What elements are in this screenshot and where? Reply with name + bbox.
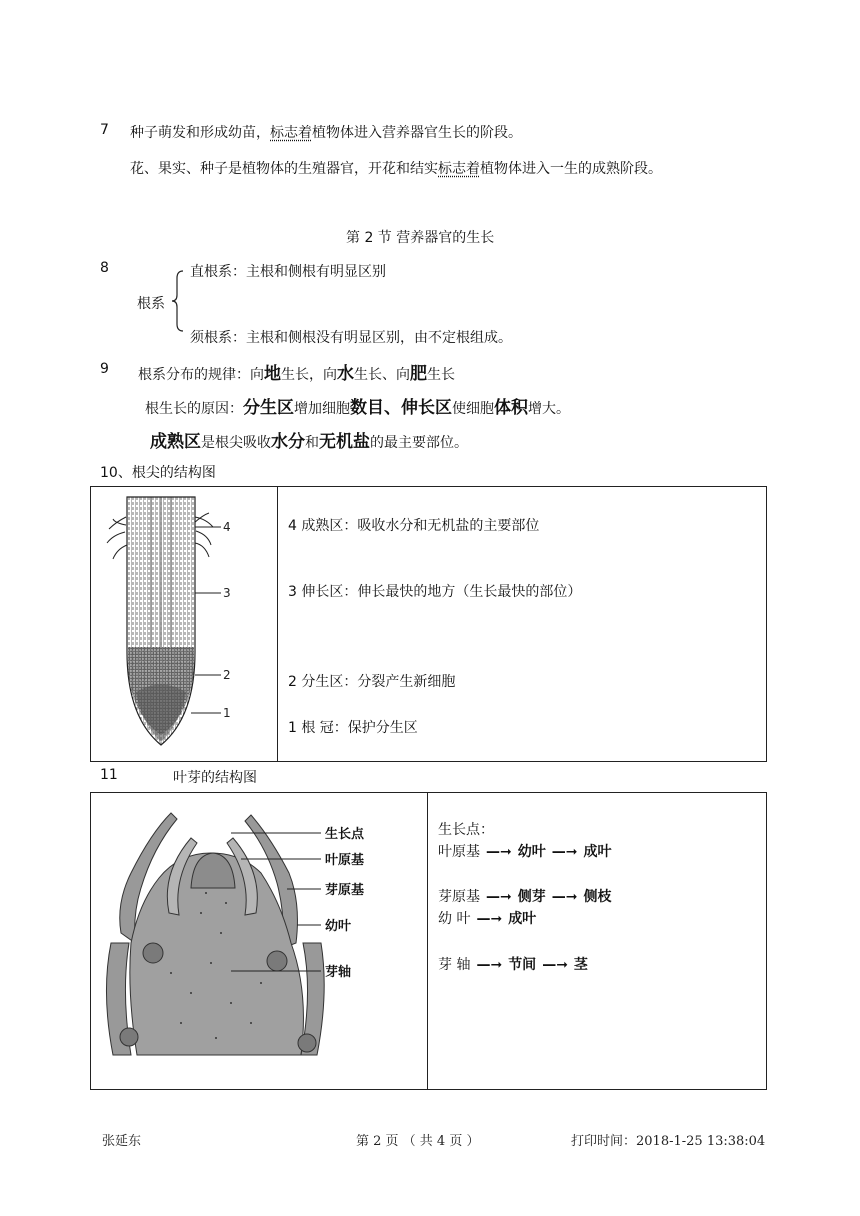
key-term: 水 bbox=[337, 364, 354, 384]
text-span: 种子萌发和形成幼苗， bbox=[130, 125, 270, 141]
leaf-bud-description-cell bbox=[428, 793, 767, 1090]
item-number: 8 bbox=[100, 260, 109, 276]
item-number: 11 bbox=[100, 767, 118, 783]
zone-description: 1 根 冠：保护分生区 bbox=[288, 720, 418, 736]
flow-step: 芽原基 bbox=[438, 889, 480, 905]
key-term: 分生区 bbox=[243, 398, 294, 418]
emphasis-text: 标志着 bbox=[270, 125, 312, 141]
flow-line bbox=[438, 886, 611, 906]
flow-step: 节间 bbox=[508, 957, 537, 973]
key-term: 伸长区 bbox=[401, 398, 452, 418]
flow-step: 幼 叶 bbox=[438, 911, 471, 927]
arrow-icon: —➞ bbox=[486, 844, 512, 860]
key-term: 无机盐 bbox=[319, 432, 370, 452]
text-span: 使细胞 bbox=[452, 401, 494, 417]
paragraph-line bbox=[130, 122, 522, 142]
arrow-icon: —➞ bbox=[486, 889, 512, 905]
root-tip-table bbox=[90, 486, 767, 762]
text-span: 生长 bbox=[427, 367, 455, 383]
diagram-label: 芽轴 bbox=[325, 965, 352, 980]
item-number: 9 bbox=[100, 361, 109, 377]
arrow-icon: —➞ bbox=[542, 957, 568, 973]
text-span: 生长，向 bbox=[281, 367, 337, 383]
flow-step: 成叶 bbox=[508, 911, 537, 927]
root-tip-diagram bbox=[91, 487, 277, 757]
flow-step: 茎 bbox=[573, 957, 588, 973]
diagram-label: 1 bbox=[223, 706, 231, 720]
zone-description: 2 分生区：分裂产生新细胞 bbox=[288, 674, 456, 690]
key-term: 地 bbox=[264, 364, 281, 384]
section-title: 第 2 节 营养器官的生长 bbox=[346, 230, 495, 246]
root-distribution-rule bbox=[138, 359, 455, 384]
zone-description: 4 成熟区：吸收水分和无机盐的主要部位 bbox=[288, 518, 540, 534]
leaf-bud-table bbox=[90, 792, 767, 1090]
diagram-label: 3 bbox=[223, 586, 231, 600]
zone-description: 3 伸长区：伸长最快的地方（生长最快的部位） bbox=[288, 584, 582, 600]
arrow-icon: —➞ bbox=[476, 911, 503, 927]
leaf-bud-title: 叶芽的结构图 bbox=[173, 770, 257, 786]
emphasis-text: 标志着 bbox=[438, 161, 480, 177]
flow-step: 叶原基 bbox=[438, 844, 480, 860]
text-span: 根生长的原因： bbox=[145, 401, 243, 417]
text-span: 花、果实、种子是植物体的生殖器官，开花和结实 bbox=[130, 161, 438, 177]
flow-line bbox=[438, 841, 611, 861]
text-span: 、 bbox=[384, 398, 401, 418]
text-span: 根系分布的规律：向 bbox=[138, 367, 264, 383]
diagram-label: 4 bbox=[223, 520, 231, 534]
text-span: 植物体进入一生的成熟阶段。 bbox=[480, 161, 662, 177]
text-span: 的最主要部位。 bbox=[370, 435, 468, 451]
flow-line bbox=[438, 908, 536, 928]
diagram-label: 叶原基 bbox=[325, 853, 365, 868]
flow-step: 幼叶 bbox=[517, 844, 546, 860]
key-term: 水分 bbox=[271, 432, 305, 452]
text-span: 和 bbox=[305, 435, 319, 451]
growth-point-label: 生长点： bbox=[438, 822, 494, 838]
text-span: 是根尖吸收 bbox=[201, 435, 271, 451]
key-term: 成熟区 bbox=[150, 432, 201, 452]
diagram-label: 幼叶 bbox=[325, 919, 352, 934]
text-span: 增加细胞 bbox=[294, 401, 350, 417]
key-term: 数目 bbox=[350, 398, 384, 418]
diagram-label: 2 bbox=[223, 668, 231, 682]
diagram-label: 芽原基 bbox=[325, 883, 365, 898]
diagram-label: 生长点 bbox=[325, 827, 365, 842]
footer-author: 张延东 bbox=[102, 1134, 142, 1149]
leaf-bud-diagram bbox=[91, 793, 427, 1085]
text-span: 植物体进入营养器官生长的阶段。 bbox=[312, 125, 522, 141]
leaf-bud-diagram-cell bbox=[91, 793, 428, 1090]
arrow-icon: —➞ bbox=[551, 844, 578, 860]
arrow-icon: —➞ bbox=[476, 957, 503, 973]
root-growth-reason bbox=[145, 393, 570, 418]
footer-page-number: 第 2 页 （ 共 4 页 ） bbox=[356, 1134, 480, 1149]
flow-step: 芽 轴 bbox=[438, 957, 471, 973]
text-span: 增大。 bbox=[528, 401, 570, 417]
footer-print-time: 打印时间：2018-1-25 13:38:04 bbox=[571, 1134, 766, 1149]
arrow-icon: —➞ bbox=[551, 889, 578, 905]
tap-root-text: 直根系：主根和侧根有明显区别 bbox=[190, 264, 386, 280]
key-term: 体积 bbox=[494, 398, 528, 418]
fibrous-root-text: 须根系：主根和侧根没有明显区别，由不定根组成。 bbox=[190, 330, 512, 346]
flow-line bbox=[438, 954, 588, 974]
brace-icon bbox=[172, 270, 184, 332]
text-span: 生长、向 bbox=[354, 367, 410, 383]
root-tip-description-cell bbox=[278, 487, 767, 762]
mature-zone-sentence bbox=[150, 427, 468, 452]
item-number: 7 bbox=[100, 122, 109, 138]
root-tip-diagram-cell bbox=[91, 487, 278, 762]
flow-step: 侧芽 bbox=[517, 889, 546, 905]
root-tip-title: 10、根尖的结构图 bbox=[100, 465, 216, 481]
flow-step: 侧枝 bbox=[583, 889, 612, 905]
flow-step: 成叶 bbox=[583, 844, 612, 860]
root-system-label: 根系 bbox=[137, 296, 165, 312]
key-term: 肥 bbox=[410, 364, 427, 384]
paragraph-line bbox=[130, 158, 662, 178]
